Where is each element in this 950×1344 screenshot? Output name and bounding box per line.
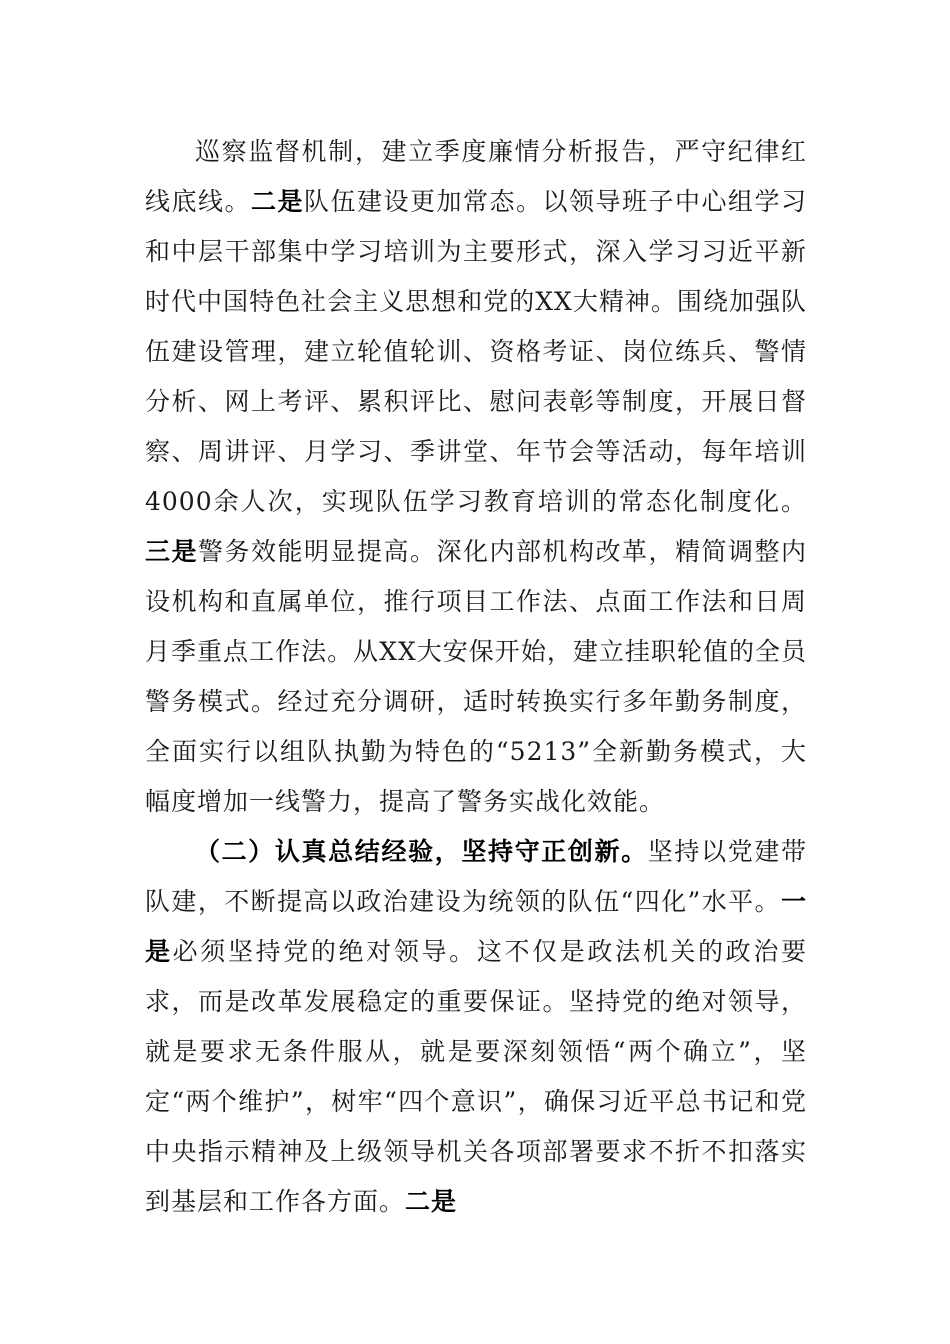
p1-text-1: 巡察监督机制，建立季度廉情分析报告，严守纪律红线底线。 — [145, 137, 807, 216]
paragraph-1 — [145, 127, 807, 827]
p1-bold-item-two: 二是 — [251, 187, 304, 216]
p2-text-2: 必须坚持党的绝对领导。这不仅是政法机关的政治要求，而是改革发展稳定的重要保证。坚持党的绝对领导，就是要求无条件服从，就是要深刻领悟“两个确立”，坚定“两个维护”，树牢“四个意识”，确保习近平总书记和党中央指示精神及上级领导机关各项部署要求不折不扣落实到基层和工作各方面。 — [145, 937, 807, 1216]
body-text — [145, 127, 807, 1227]
p2-section-heading: （二）认真总结经验，坚持守正创新。 — [195, 837, 648, 866]
paragraph-2 — [145, 827, 807, 1227]
p1-text-2: 队伍建设更加常态。以领导班子中心组学习和中层干部集中学习培训为主要形式，深入学习习近平新时代中国特色社会主义思想和党的XX大精神。围绕加强队伍建设管理，建立轮值轮训、资格考证、岗位练兵、警情分析、网上考评、累积评比、慰问表彰等制度，开展日督察、周讲评、月学习、季讲堂、年节会等活动，每年培训4000余人次，实现队伍学习教育培训的常态化制度化。 — [145, 187, 807, 516]
p2-bold-item-one: 一是 — [145, 887, 807, 966]
p2-bold-item-two: 二是 — [405, 1187, 458, 1216]
p2-text-1: 坚持以党建带队建，不断提高以政治建设为统领的队伍“四化”水平。 — [145, 837, 807, 916]
p1-bold-item-three: 三是 — [145, 537, 198, 566]
p1-text-3: 警务效能明显提高。深化内部机构改革，精简调整内设机构和直属单位，推行项目工作法、点面工作法和日周月季重点工作法。从XX大安保开始，建立挂职轮值的全员警务模式。经过充分调研，适时转换实行多年勤务制度，全面实行以组队执勤为特色的“5213”全新勤务模式，大幅度增加一线警力，提高了警务实战化效能。 — [145, 537, 807, 816]
